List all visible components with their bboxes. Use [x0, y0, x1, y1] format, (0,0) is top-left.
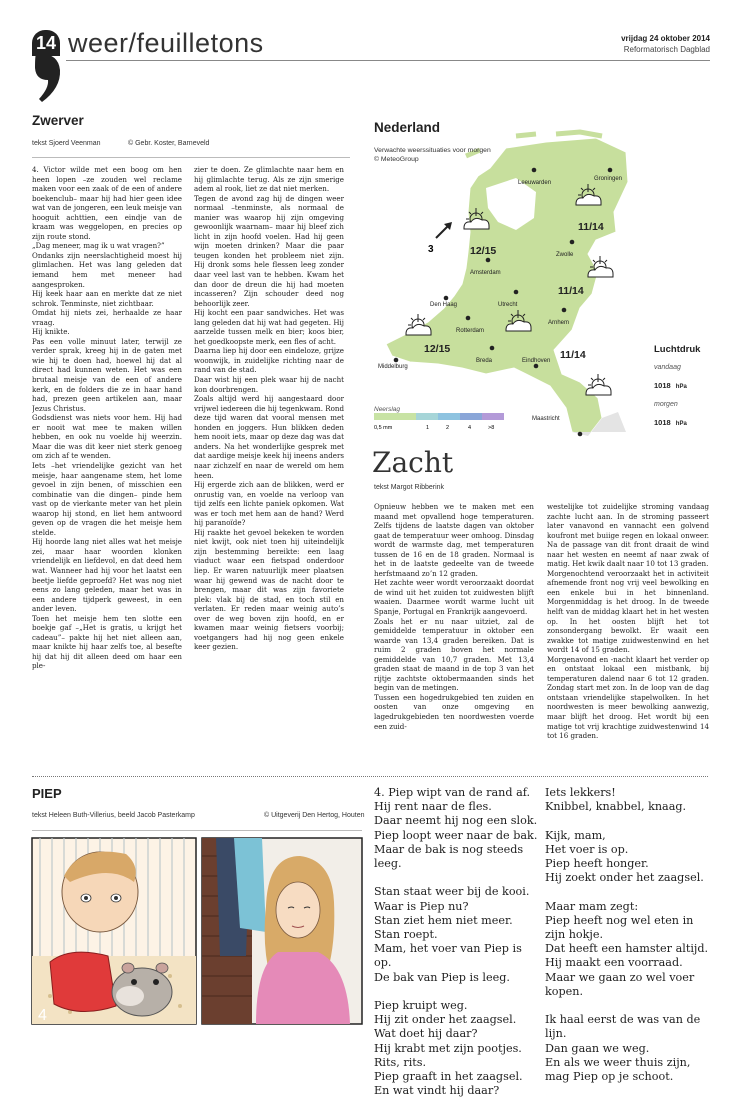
comic-byline: tekst Heleen Buth-Villerius, beeld Jacob Pasterkamp [32, 812, 195, 819]
wind-speed: 3 [428, 244, 434, 255]
pressure-today-label: vandaag [654, 364, 681, 371]
pressure-today [654, 373, 687, 392]
panel-number: 4 [38, 1007, 47, 1024]
city-utrecht: Utrecht [498, 302, 518, 308]
comic-verse-1: 4. Piep wipt van de rand af. Hij rent naar de fles. Daar neemt hij nog een slok. Piep loopt weer naar de bak. Maar de bak is nog steeds leeg. Stan staat weer bij de kooi. Waar is Piep nu? Stan ziet hem niet meer. Stan roept. Mam, het voer van Piep is op. De bak van Piep is leeg. Piep kruipt weg. Hij zit onder het zaagsel. Wat doet hij daar? Hij krabt met zijn pootjes. Rits, rits. Piep graaft in het zaagsel. En wat vindt hij daar? [374, 786, 538, 1098]
precipitation-legend [374, 413, 504, 431]
section-title: weer/feuilletons [68, 28, 264, 58]
comic-panel-left [32, 838, 196, 1024]
city-amsterdam: Amsterdam [470, 270, 501, 276]
city-leeuwarden: Leeuwarden [518, 180, 552, 186]
feuilleton-column-2: zier te doen. Ze glimlachte naar hem en hij glimlachte terug. Als ze zijn smerige adem al rook, liet ze dat niet merken. Tegen de avond zag hij de dingen weer normaal –tenminste, als normaal de manier was waarop hij zijn omgeving gewoonlijk waarnam– maar hij bleef zich licht in zijn hoofd voelen. Had hij geen wijn moeten drinken? Maar die paar teugen konden het probleem niet zijn. Hij dronk soms hele flessen leeg zonder daar veel last van te hebben. Kwam het dan door de dreun die hij had moeten incasseren? Zijn schouder deed nog behoorlijk zeer. Hij kocht een paar sandwiches. Het was lang geleden dat hij wat had gegeten. Hij aarzelde tussen melk en bier; koos bier, het goedkoopste merk, een fles of acht. Daarna liep hij door een eindeloze, grijze woonwijk, in zuidelijke richting naar de rand van de stad. Daar wist hij een plek waar hij de nacht kon doorbrengen. Zoals altijd werd hij aangestaard door vrijwel iedereen die hij tegenkwam. Rond deze tijd waren dat vooral mensen met honden en joggers. Hun blikken deden hem nooit iets, maar op deze dag was dat anders. Na het wonderlijke gesprek met dat aardige meisje keek hij ineens anders naar zichzelf en naar de wereld om hem heen. Hij ergerde zich aan de blikken, werd er onrustig van, en voelde na verloop van tijd zelfs een lichte paniek opkomen. Wat was er toch met hem aan de hand? Werd hij paranoïde? Hij raakte het gevoel bekeken te worden niet kwijt, ook niet toen hij uiteindelijk zijn bestemming bereikte: een laag viaduct waar een fietspad onderdoor liep. Er waren natuurlijk meer plaatsen waar hij gewend was de nacht door te brengen, maar dit was zijn favoriete plek: vlak bij de stad, en toch stil en verlaten. Er reden maar weinig auto’s over de weg boven zijn hoofd, en er kwamen maar weinig fietsers voorbij; voetgangers had hij nog geen enkele keer gezien. [194, 165, 344, 652]
legend-label: 0,5 mm [374, 425, 393, 431]
pressure-unit: hPa [675, 421, 687, 427]
city-rotterdam: Rotterdam [456, 328, 485, 334]
page-number: 14 [32, 30, 60, 56]
legend-label: 1 [426, 425, 430, 431]
temp-east: 11/14 [558, 285, 584, 297]
comic-verse-2: Iets lekkers! Knibbel, knabbel, knaag. Kijk, mam, Het voer is op. Piep heeft honger. Hij zoekt onder het zaagsel. Maar mam zegt: Piep heeft nog wel eten in zijn hokje. Dat heeft een hamster altijd. Hij maakt een voorraad. Maar we gaan zo wel voer kopen. Ik haal eerst de was van de lijn. Dan gaan we weg. En als we weer thuis zijn, mag Piep op je schoot. [545, 786, 709, 1084]
comic-rights: © Uitgeverij Den Hertog, Houten [264, 812, 365, 819]
section-divider [32, 776, 708, 777]
city-middelburg: Middelburg [378, 364, 408, 370]
feuilleton-title: Zwerver [32, 113, 84, 128]
partly-cloudy-icon [586, 374, 611, 395]
issue-date: vrijdag 24 oktober 2014 [621, 34, 710, 43]
woman-face [276, 882, 320, 938]
comma-logo-icon [32, 52, 62, 104]
feuilleton-divider [32, 157, 350, 158]
temp-west: 12/15 [470, 245, 497, 257]
weather-article-title: Zacht [372, 446, 454, 479]
pressure-tomorrow-value: 1018 [654, 418, 671, 427]
feuilleton-column-1: 4. Victor wilde met een boog om hen heen lopen –ze zouden wel reclame maken voor een zaak of de een of andere boekenclub– maar hij had hier geen idee wat van de jongeren, een leuk meisje van hooguit achttien, een eindje van de kraam was weggelopen, en precies op zijn route stond. „Dag meneer, mag ik u wat vragen?” Ondanks zijn neerslachtigheid moest hij glimlachen. Het was lang geleden dat iemand hem met meneer had aangesproken. Hij keek haar aan en merkte dat ze niet schrok. Tenminste, niet zichtbaar. Omdat hij niets zei, herhaalde ze haar vraag. Hij knikte. Pas een volle minuut later, terwijl ze verder sprak, kreeg hij in de gaten met wie hij te doen had, hoewel hij dat al direct had kunnen weten. Het was een brutaal meisje van de een of andere kerk, en de folders die ze in haar hand had, prezen geen artikelen aan, maar Jezus Christus. Godsdienst was niets voor hem. Hij had er nooit wat mee te maken willen hebben, en ook nu voelde hij weerzin. Maar die was dit keer niet sterk genoeg om zich af te wenden. Iets –het vriendelijke gezicht van het meisje, haar aangename stem, het lome gevoel in zijn benen, of misschien een combinatie van die dingen– pinde hem vast op de vierkante meter van het plein waarop hij stond, en liet hem antwoord geven op de vragen die het meisje hem stelde. Hij hoorde lang niet alles wat het meisje zei, maar haar woorden klonken vriendelijk en liefdevol, en dat deed hem wat. Wanneer had hij voor het laatst een beetje liefde geproefd? Het was nog niet eens zo lang geleden, maar het was in een andere tijdperk geweest, in een ander leven. Toen het meisje hem ten slotte een boekje gaf –„Het is gratis, u krijgt het cadeau”– pakte hij het niet alleen aan, maar knikte hij haar zelfs toe, al besefte hij dat hij dit alleen deed om haar een ple- [32, 165, 182, 671]
temp-north: 11/14 [578, 221, 604, 233]
comic-panel-right [202, 838, 362, 1024]
city-groningen: Groningen [594, 176, 623, 182]
partly-cloudy-icon [588, 256, 613, 277]
food-bowl [50, 952, 116, 1011]
weather-article-column-1: Opnieuw hebben we te maken met een maand met opvallend hoge temperaturen. Zelfs tijdens de laatste dagen van oktober gaat de temperatuur weer omhoog. Dinsdag wordt de warmste dag, met temperaturen tussen de 16 en de 18 graden. Normaal is het in de laatste gedeelte van de tweede herfstmaand zo’n 12 graden. Het zachte weer wordt veroorzaakt doordat de wind uit het zuiden tot zuidwesten blijft waaien. Daarmee wordt warme lucht uit Spanje, Portugal en Frankrijk aangevoerd. Zoals het er nu naar uitziet, zal de gemiddelde temperatuur in oktober een waarde van 13,4 graden bereiken. Dat is ruim 2 graden boven het normale gemiddelde van 10,7 graden. Met 13,4 graden staat de maand in de top 3 van het rijtje zachtste oktobermaanden sinds het begin van de metingen. Tussen een hogedrukgebied ten zuiden en oosten van onze omgeving en lagedrukgebieden ten noordwesten voerde een zuid- [374, 502, 534, 731]
pressure-today-value: 1018 [654, 381, 671, 390]
wind-arrow-icon [428, 222, 452, 255]
comic-title: PIEP [32, 786, 62, 801]
legend-label: >8 [488, 425, 495, 431]
legend-title: Neerslag [374, 406, 401, 413]
city-breda: Breda [476, 358, 493, 364]
masthead-divider [66, 60, 710, 61]
temp-south: 11/14 [560, 349, 586, 361]
city-arnhem: Arnhem [548, 320, 570, 326]
legend-label: 2 [446, 425, 450, 431]
city-eindhoven: Eindhoven [522, 358, 551, 364]
newspaper-name: Reformatorisch Dagblad [623, 45, 710, 54]
weather-map-title: Nederland [374, 120, 441, 135]
pressure-tomorrow [654, 410, 687, 429]
pressure-unit: hPa [675, 384, 687, 390]
feuilleton-rights: © Gebr. Koster, Barneveld [128, 140, 210, 147]
comic-illustration [30, 836, 364, 1026]
weather-article-column-2: westelijke tot zuidelijke stroming vandaag zachte lucht aan. In de stroming passeert later vanavond en vannacht een golvend koufront met buiige regen en lokaal onweer. Na de passage van dit front draait de wind naar het westen en neemt af naar zwak of matig. Het kwik daalt naar 10 tot 13 graden. Morgenochtend veroorzaakt het in activiteit afnemende front nog vrij veel bewolking en een enkele bui in het binnenland. Morgenmiddag is het droog. In de tweede helft van de middag klaart het in het westen op. In het oosten blijft het tot zonsondergang bewolkt. Er waait een zwakke tot matige zuidwestenwind en het wordt 14 of 15 graden. Morgenavond en -nacht klaart het verder op en ontstaat lokaal een mistbank, bij temperaturen dalend naar 6 tot 12 graden. Zondag start met zon. In de loop van de dag ontstaan vriendelijke stapelwolken. In het noordwesten is meer bewolking aanwezig, maar blijft het droog. Het wordt bij een matige tot vrij krachtige zuidwestenwind 14 tot 16 graden. [547, 502, 709, 741]
legend-label: 4 [468, 425, 472, 431]
city-maastricht: Maastricht [532, 416, 560, 422]
pressure-title: Luchtdruk [654, 344, 701, 355]
comic-divider [32, 830, 362, 831]
temp-southwest: 12/15 [424, 343, 451, 355]
pressure-tomorrow-label: morgen [654, 401, 678, 408]
city-zwolle: Zwolle [556, 252, 574, 258]
weather-article-byline: tekst Margot Ribberink [374, 484, 445, 491]
feuilleton-byline: tekst Sjoerd Veenman [32, 140, 101, 147]
weather-map-subtitle: Verwachte weerssituaties voor morgen © MeteoGroup [374, 147, 491, 163]
city-den-haag: Den Haag [430, 302, 458, 308]
